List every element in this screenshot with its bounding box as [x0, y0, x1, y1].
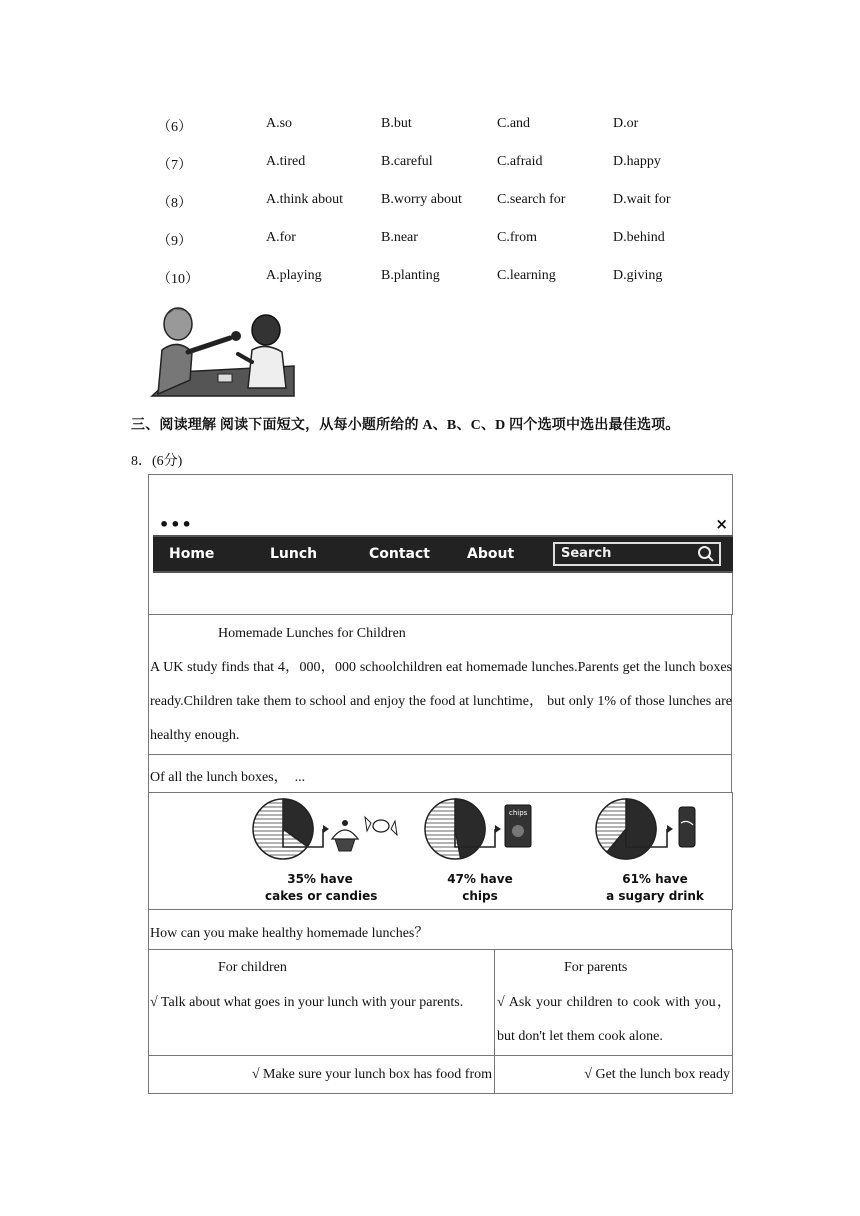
parents-header: For parents: [564, 960, 628, 975]
lead-text: Of all the lunch boxes， ...: [150, 770, 306, 785]
option-d: D.behind: [613, 230, 665, 245]
close-icon: ×: [715, 515, 728, 533]
option-c: C.and: [497, 116, 531, 131]
nav-about: About: [467, 546, 515, 562]
option-c: C.search for: [497, 192, 566, 207]
question-label: （10）: [157, 272, 199, 287]
option-b: B.worry about: [381, 192, 462, 207]
pie-arrow-head: [495, 825, 501, 833]
question-text: How can you make healthy homemade lunches？: [150, 926, 429, 941]
option-c: C.afraid: [497, 154, 543, 169]
window-dots-icon: •••: [159, 515, 193, 534]
option-b: B.near: [381, 230, 418, 245]
nav-contact: Contact: [369, 546, 430, 562]
question-label: （8）: [157, 196, 192, 211]
article-title: Homemade Lunches for Children: [218, 626, 406, 641]
question-label: （7）: [157, 158, 192, 173]
option-d: D.wait for: [613, 192, 671, 207]
option-c: C.learning: [497, 268, 556, 283]
pie-caption-line2: a sugary drink: [606, 889, 704, 903]
option-b: B.planting: [381, 268, 440, 283]
soda-can-icon: [679, 807, 695, 847]
option-d: D.or: [613, 116, 639, 131]
nav-lunch: Lunch: [270, 546, 318, 562]
option-a: A.so: [266, 116, 293, 131]
chips-bag-icon: [505, 805, 531, 847]
pie-caption: [595, 871, 715, 905]
search-icon: [697, 545, 715, 563]
pie-caption-line1: 35% have: [287, 872, 353, 886]
parents-tip-1: √ Ask your children to cook with you，but don't let them cook alone.: [497, 995, 731, 1044]
nav-bar: [153, 535, 733, 573]
question-label: （9）: [157, 234, 192, 249]
question-label: （6）: [157, 120, 192, 135]
children-illustration: [148, 302, 298, 398]
pie-caption: [425, 871, 535, 905]
pie-charts-row: [148, 792, 733, 910]
pie-share-slice: [455, 799, 485, 858]
option-row: [0, 116, 860, 140]
option-row: [0, 192, 860, 216]
pie-arrow-head: [323, 825, 329, 833]
section-heading: 三、阅读理解 阅读下面短文，从每小题所给的 A、B、C、D 四个选项中选出最佳选项。: [131, 418, 680, 433]
option-a: A.for: [266, 230, 296, 245]
search-label: Search: [561, 546, 612, 561]
option-a: A.tired: [266, 154, 306, 169]
pie-caption-line2: chips: [462, 889, 498, 903]
option-b: B.careful: [381, 154, 433, 169]
children-header: For children: [218, 960, 287, 975]
pie-arrow-head: [667, 825, 673, 833]
option-a: A.think about: [266, 192, 343, 207]
nav-home: Home: [169, 546, 215, 562]
option-b: B.but: [381, 116, 412, 131]
option-d: D.happy: [613, 154, 661, 169]
option-a: A.playing: [266, 268, 322, 283]
pie-caption-line1: 61% have: [622, 872, 688, 886]
cupcake-icon: [332, 820, 358, 851]
parents-tip-2: √ Get the lunch box ready: [584, 1067, 730, 1082]
pie-caption: [265, 871, 378, 905]
candy-icon: [365, 817, 397, 835]
option-row: [0, 154, 860, 178]
option-c: C.from: [497, 230, 538, 245]
children-tip-2: √ Make sure your lunch box has food from: [251, 1067, 492, 1082]
pie-caption-line1: 47% have: [447, 872, 513, 886]
option-row: [0, 230, 860, 254]
search-box: [553, 542, 721, 566]
children-tip-1: √ Talk about what goes in your lunch with your parents.: [150, 995, 464, 1010]
svg-text:chips: chips: [509, 809, 528, 817]
browser-window: [148, 474, 733, 615]
article-body: A UK study finds that 4，000，000 schoolchildren eat homemade lunches.Parents get the lunch boxes ready.Children take them to school and enjoy the food at lunchtime， but only 1% of those lunches are healthy enough.: [150, 660, 732, 743]
pie-caption-line2: cakes or candies: [265, 889, 378, 903]
question-number: 8．(6分): [131, 454, 183, 469]
option-row: [0, 268, 860, 292]
option-d: D.giving: [613, 268, 663, 283]
